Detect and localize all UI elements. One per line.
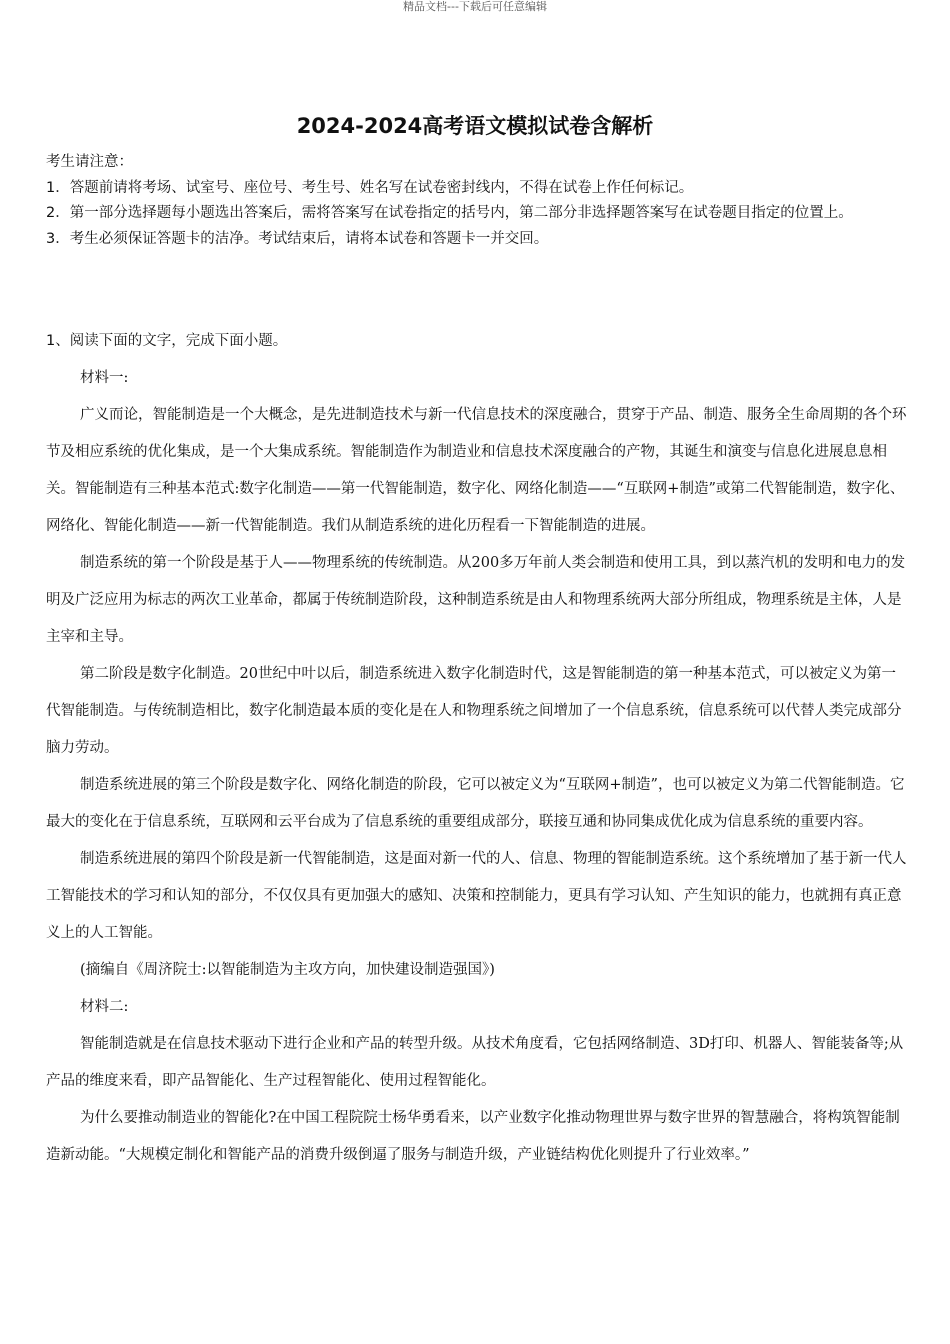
document-title: 2024-2024高考语文模拟试卷含解析 xyxy=(296,114,654,138)
question-title: 1、阅读下面的文字，完成下面小题。 xyxy=(46,333,288,349)
question-section xyxy=(46,323,910,1174)
body-paragraph: 智能制造就是在信息技术驱动下进行企业和产品的转型升级。从技术角度看，它包括网络制造、3D打印、机器人、智能装备等;从产品的维度来看，即产品智能化、生产过程智能化、使用过程智能化。 xyxy=(46,1036,904,1089)
page-header: 精品文档---下载后可任意编辑 xyxy=(403,0,547,13)
material-one-label: 材料一: xyxy=(80,370,129,386)
exam-notice xyxy=(46,150,908,252)
notice-item: 1．答题前请将考场、试室号、座位号、考生号、姓名写在试卷密封线内，不得在试卷上作任何标记。 xyxy=(46,179,694,196)
notice-item: 2．第一部分选择题每小题选出答案后，需将答案写在试卷指定的括号内，第二部分非选择题答案写在试卷题目指定的位置上。 xyxy=(46,205,853,221)
body-paragraph: 制造系统进展的第三个阶段是数字化、网络化制造的阶段，它可以被定义为“互联网+制造”，也可以被定义为第二代智能制造。它最大的变化在于信息系统，互联网和云平台成为了信息系统的重要组成部分，联接互通和协同集成优化成为信息系统的重要内容。 xyxy=(46,777,905,830)
notice-item: 3．考生必须保证答题卡的洁净。考试结束后，请将本试卷和答题卡一并交回。 xyxy=(46,230,549,247)
body-paragraph: 广义而论，智能制造是一个大概念，是先进制造技术与新一代信息技术的深度融合，贯穿于产品、制造、服务全生命周期的各个环节及相应系统的优化集成，是一个大集成系统。智能制造作为制造业和信息技术深度融合的产物，其诞生和演变与信息化进展息息相关。智能制造有三种基本范式:数字化制造——第一代智能制造，数字化、网络化制造——“互联网+制造”或第二代智能制造，数字化、网络化、智能化制造——新一代智能制造。我们从制造系统的进化历程看一下智能制造的进展。 xyxy=(46,407,907,534)
body-paragraph: 第二阶段是数字化制造。20世纪中叶以后，制造系统进入数字化制造时代，这是智能制造的第一种基本范式，可以被定义为第一代智能制造。与传统制造相比，数字化制造最本质的变化是在人和物理系统之间增加了一个信息系统，信息系统可以代替人类完成部分脑力劳动。 xyxy=(46,666,902,756)
body-paragraph: 为什么要推动制造业的智能化?在中国工程院院士杨华勇看来，以产业数字化推动物理世界与数字世界的智慧融合，将构筑智能制造新动能。“大规模定制化和智能产品的消费升级倒逼了服务与制造升级，产业链结构优化则提升了行业效率。” xyxy=(46,1110,900,1163)
notice-heading: 考生请注意： xyxy=(46,154,133,170)
body-paragraph: 制造系统进展的第四个阶段是新一代智能制造，这是面对新一代的人、信息、物理的智能制造系统。这个系统增加了基于新一代人工智能技术的学习和认知的部分，不仅仅具有更加强大的感知、决策和控制能力，更具有学习认知、产生知识的能力，也就拥有真正意义上的人工智能。 xyxy=(46,851,907,941)
material-two-label: 材料二: xyxy=(80,999,129,1015)
source-citation: (摘编自《周济院士:以智能制造为主攻方向，加快建设制造强国》) xyxy=(80,962,495,978)
body-paragraph: 制造系统的第一个阶段是基于人——物理系统的传统制造。从200多万年前人类会制造和使用工具，到以蒸汽机的发明和电力的发明及广泛应用为标志的两次工业革命，都属于传统制造阶段，这种制造系统是由人和物理系统两大部分所组成，物理系统是主体，人是主宰和主导。 xyxy=(46,555,906,645)
